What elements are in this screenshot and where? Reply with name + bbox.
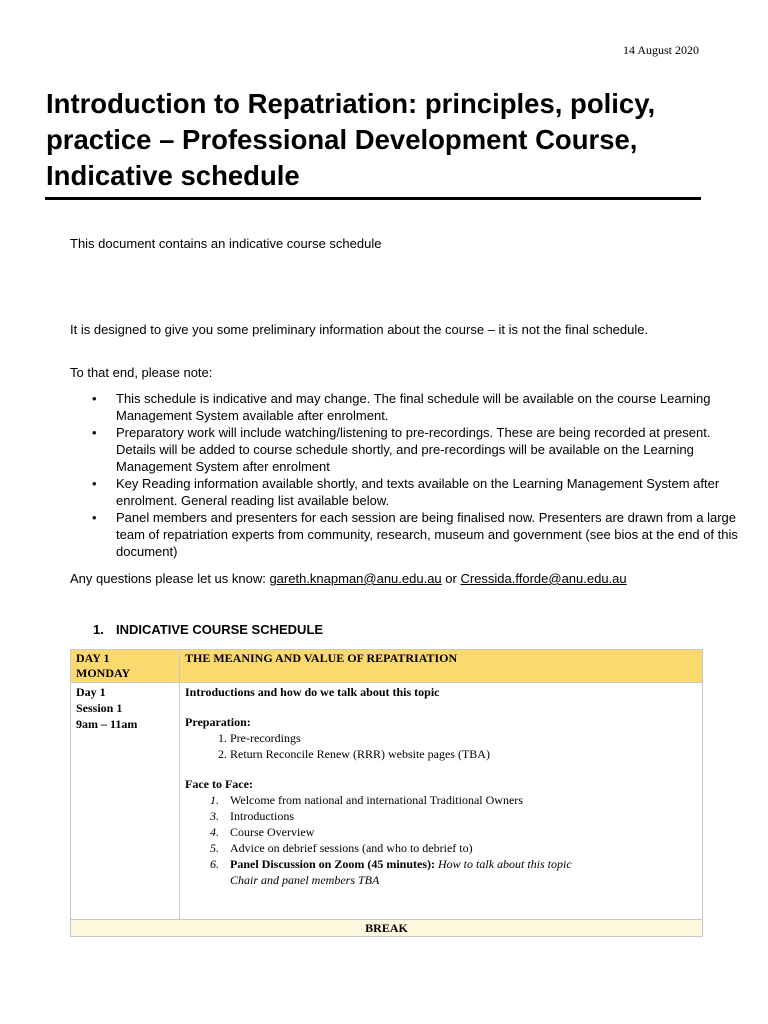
list-item	[210, 856, 697, 872]
preliminary-paragraph: It is designed to give you some preliminary information about the course – it is not the final schedule.	[70, 322, 649, 337]
list-number: 1.	[210, 793, 219, 807]
list-number: 3.	[210, 809, 219, 823]
panel-chair-note: Chair and panel members TBA	[230, 873, 380, 887]
notes-list	[70, 390, 746, 560]
panel-discussion-label: Panel Discussion on Zoom (45 minutes):	[230, 857, 436, 871]
schedule-table	[70, 649, 703, 937]
list-item-text: Welcome from national and international Traditional Owners	[230, 793, 523, 807]
panel-discussion-topic: How to talk about this topic	[438, 857, 572, 871]
list-item-text: Course Overview	[230, 825, 315, 839]
list-item-text: Introductions	[230, 809, 294, 823]
questions-or: or	[441, 571, 461, 586]
face-to-face-heading: Face to Face:	[185, 777, 253, 791]
preparation-heading: Preparation:	[185, 715, 251, 729]
session-number: Session 1	[76, 701, 123, 715]
list-number: 4.	[210, 825, 219, 839]
questions-line	[70, 570, 700, 587]
day-name: MONDAY	[76, 666, 131, 680]
preparation-list	[185, 730, 697, 762]
questions-lead: Any questions please let us know:	[70, 571, 270, 586]
session-day: Day 1	[76, 685, 106, 699]
email-link-gareth[interactable]: gareth.knapman@anu.edu.au	[269, 571, 442, 586]
title-underline	[45, 197, 701, 200]
list-item	[210, 840, 697, 856]
list-item	[210, 824, 697, 840]
section-heading	[93, 622, 323, 637]
table-header-row	[71, 650, 703, 683]
list-item	[210, 808, 697, 824]
email-link-cressida[interactable]: Cressida.fforde@anu.edu.au	[460, 571, 627, 586]
face-to-face-list	[185, 792, 697, 888]
list-item: 2. Return Reconcile Renew (RRR) website pages (TBA)	[230, 746, 697, 762]
day-label-cell	[71, 650, 180, 683]
document-date: 14 August 2020	[622, 43, 699, 57]
theme-cell: THE MEANING AND VALUE OF REPATRIATION	[180, 650, 703, 683]
break-label: BREAK	[71, 920, 703, 937]
table-row	[71, 683, 703, 920]
session-info-cell	[71, 683, 180, 920]
list-number: 5.	[210, 841, 219, 855]
document-title: Introduction to Repatriation: principles, policy, practice – Professional Development Course, Indicative schedule	[46, 88, 656, 191]
list-item: • Preparatory work will include watching/listening to pre-recordings. These are being recorded at present. Details will be added to course schedule shortly, and pre-recordings will be available on the Learning Management System after enrolment	[116, 424, 746, 475]
note-lead: To that end, please note:	[70, 365, 213, 380]
session-time: 9am – 11am	[76, 717, 138, 731]
list-item: • Key Reading information available shortly, and texts available on the Learning Management System after enrolment. General reading list available below.	[116, 475, 746, 509]
day-label: DAY 1	[76, 651, 110, 665]
section-title: INDICATIVE COURSE SCHEDULE	[116, 622, 324, 637]
list-item-text: Advice on debrief sessions (and who to debrief to)	[230, 841, 473, 855]
list-number: 6.	[210, 857, 219, 871]
section-number: 1.	[93, 622, 104, 637]
list-item: • This schedule is indicative and may change. The final schedule will be available on the course Learning Management System available after enrolment.	[116, 390, 746, 424]
session-detail-cell	[180, 683, 703, 920]
list-item: • Panel members and presenters for each session are being finalised now. Presenters are drawn from a large team of repatriation experts from community, research, museum and government (see bios at the end of this document)	[116, 509, 746, 560]
break-row	[71, 920, 703, 937]
list-item: 1. Pre-recordings	[230, 730, 697, 746]
intro-paragraph: This document contains an indicative course schedule	[70, 236, 382, 251]
session-topic: Introductions and how do we talk about this topic	[185, 685, 440, 699]
list-item	[210, 792, 697, 808]
